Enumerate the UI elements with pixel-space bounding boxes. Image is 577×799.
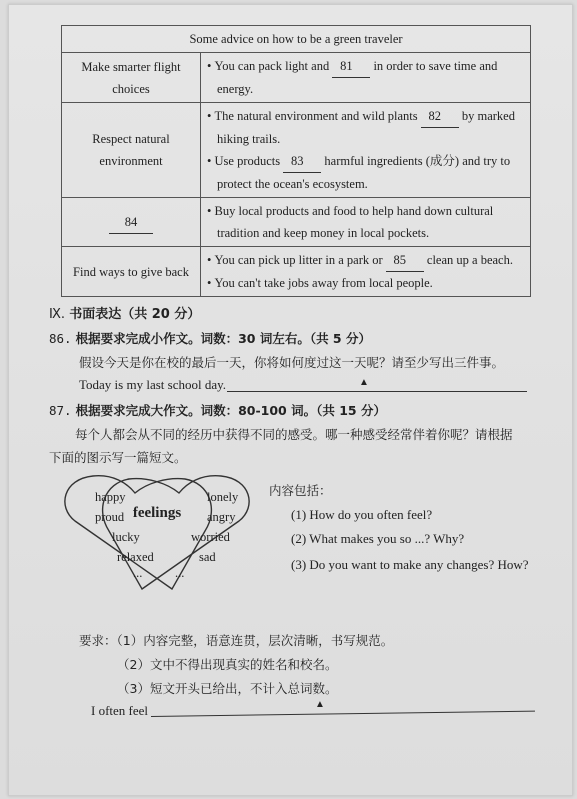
question-87-title: 87. 根据要求完成大作文。词数：80-100 词。（共 15 分） bbox=[49, 403, 386, 418]
row-heading: Make smarter flight choices bbox=[62, 53, 201, 103]
right-word: worried bbox=[191, 530, 230, 544]
left-word: proud bbox=[95, 510, 125, 524]
question-86-starter: Today is my last school day. bbox=[79, 377, 227, 392]
exam-page bbox=[8, 4, 573, 796]
answer-blank-83[interactable]: 83 bbox=[283, 150, 321, 173]
feelings-heart-diagram bbox=[57, 471, 257, 599]
feelings-center-label: feelings bbox=[132, 505, 182, 521]
bullet-item: • Buy local products and food to help hand down cultural tradition and keep money in local pockets. bbox=[207, 204, 494, 240]
left-word: lucky bbox=[112, 530, 140, 544]
row-heading: Find ways to give back bbox=[62, 247, 201, 297]
marker-triangle: ▲ bbox=[359, 377, 369, 388]
table-row bbox=[62, 53, 531, 103]
advice-table bbox=[61, 25, 531, 297]
table-row bbox=[62, 198, 531, 247]
table-row bbox=[62, 247, 531, 297]
row-content bbox=[201, 53, 531, 103]
right-word: ... bbox=[175, 566, 185, 580]
content-label: 内容包括： bbox=[269, 483, 332, 498]
row-content bbox=[201, 247, 531, 297]
answer-blank-82[interactable]: 82 bbox=[421, 105, 459, 128]
answer-blank-84[interactable]: 84 bbox=[109, 211, 153, 234]
bullet-item: • You can pack light and 81 in order to save time and energy. bbox=[207, 55, 526, 100]
bullet-item: • Use products 83 harmful ingredients (成分) and try to protect the ocean's ecosystem. bbox=[207, 150, 526, 195]
row-heading: Respect natural environment bbox=[62, 103, 201, 198]
content-item: (2) What makes you so ...? Why? bbox=[291, 531, 465, 546]
answer-line-87[interactable] bbox=[151, 711, 535, 717]
question-87-prompt-line1: 每个人都会从不同的经历中获得不同的感受。哪一种感受经常伴着你呢？请根据 bbox=[75, 427, 513, 442]
section-heading: Ⅸ. 书面表达（共 20 分） bbox=[49, 307, 201, 322]
content-item: (3) Do you want to make any changes? How? bbox=[291, 557, 529, 572]
right-word: lonely bbox=[207, 490, 239, 504]
question-87-starter: I often feel bbox=[91, 703, 149, 718]
requirement-line: 要求：（1）内容完整，语意连贯，层次清晰，书写规范。 bbox=[79, 633, 394, 648]
row-content bbox=[201, 103, 531, 198]
marker-triangle: ▲ bbox=[315, 699, 325, 710]
right-word: angry bbox=[207, 510, 236, 524]
question-86-title: 86. 根据要求完成小作文。词数：30 词左右。（共 5 分） bbox=[49, 331, 371, 346]
bullet-item: • You can't take jobs away from local people. bbox=[207, 276, 433, 290]
bullet-item: • You can pick up litter in a park or 85 clean up a beach. bbox=[207, 249, 526, 272]
answer-blank-81[interactable]: 81 bbox=[332, 55, 370, 78]
question-87-prompt-line2: 下面的图示写一篇短文。 bbox=[49, 450, 187, 465]
right-word: sad bbox=[199, 550, 216, 564]
left-word: ... bbox=[133, 566, 143, 580]
table-row bbox=[62, 103, 531, 198]
bullet-item: • The natural environment and wild plants 82 by marked hiking trails. bbox=[207, 105, 526, 150]
answer-line-86[interactable] bbox=[227, 391, 527, 392]
row-heading bbox=[62, 198, 201, 247]
requirement-line: （3）短文开头已给出，不计入总词数。 bbox=[117, 681, 338, 696]
question-86-prompt: 假设今天是你在校的最后一天，你将如何度过这一天呢？请至少写出三件事。 bbox=[79, 355, 505, 370]
left-word: happy bbox=[95, 490, 126, 504]
answer-blank-85[interactable]: 85 bbox=[386, 249, 424, 272]
left-word: relaxed bbox=[117, 550, 154, 564]
row-content bbox=[201, 198, 531, 247]
requirement-line: （2）文中不得出现真实的姓名和校名。 bbox=[117, 657, 338, 672]
table-title: Some advice on how to be a green traveler bbox=[62, 26, 531, 53]
content-item: (1) How do you often feel? bbox=[291, 507, 433, 522]
